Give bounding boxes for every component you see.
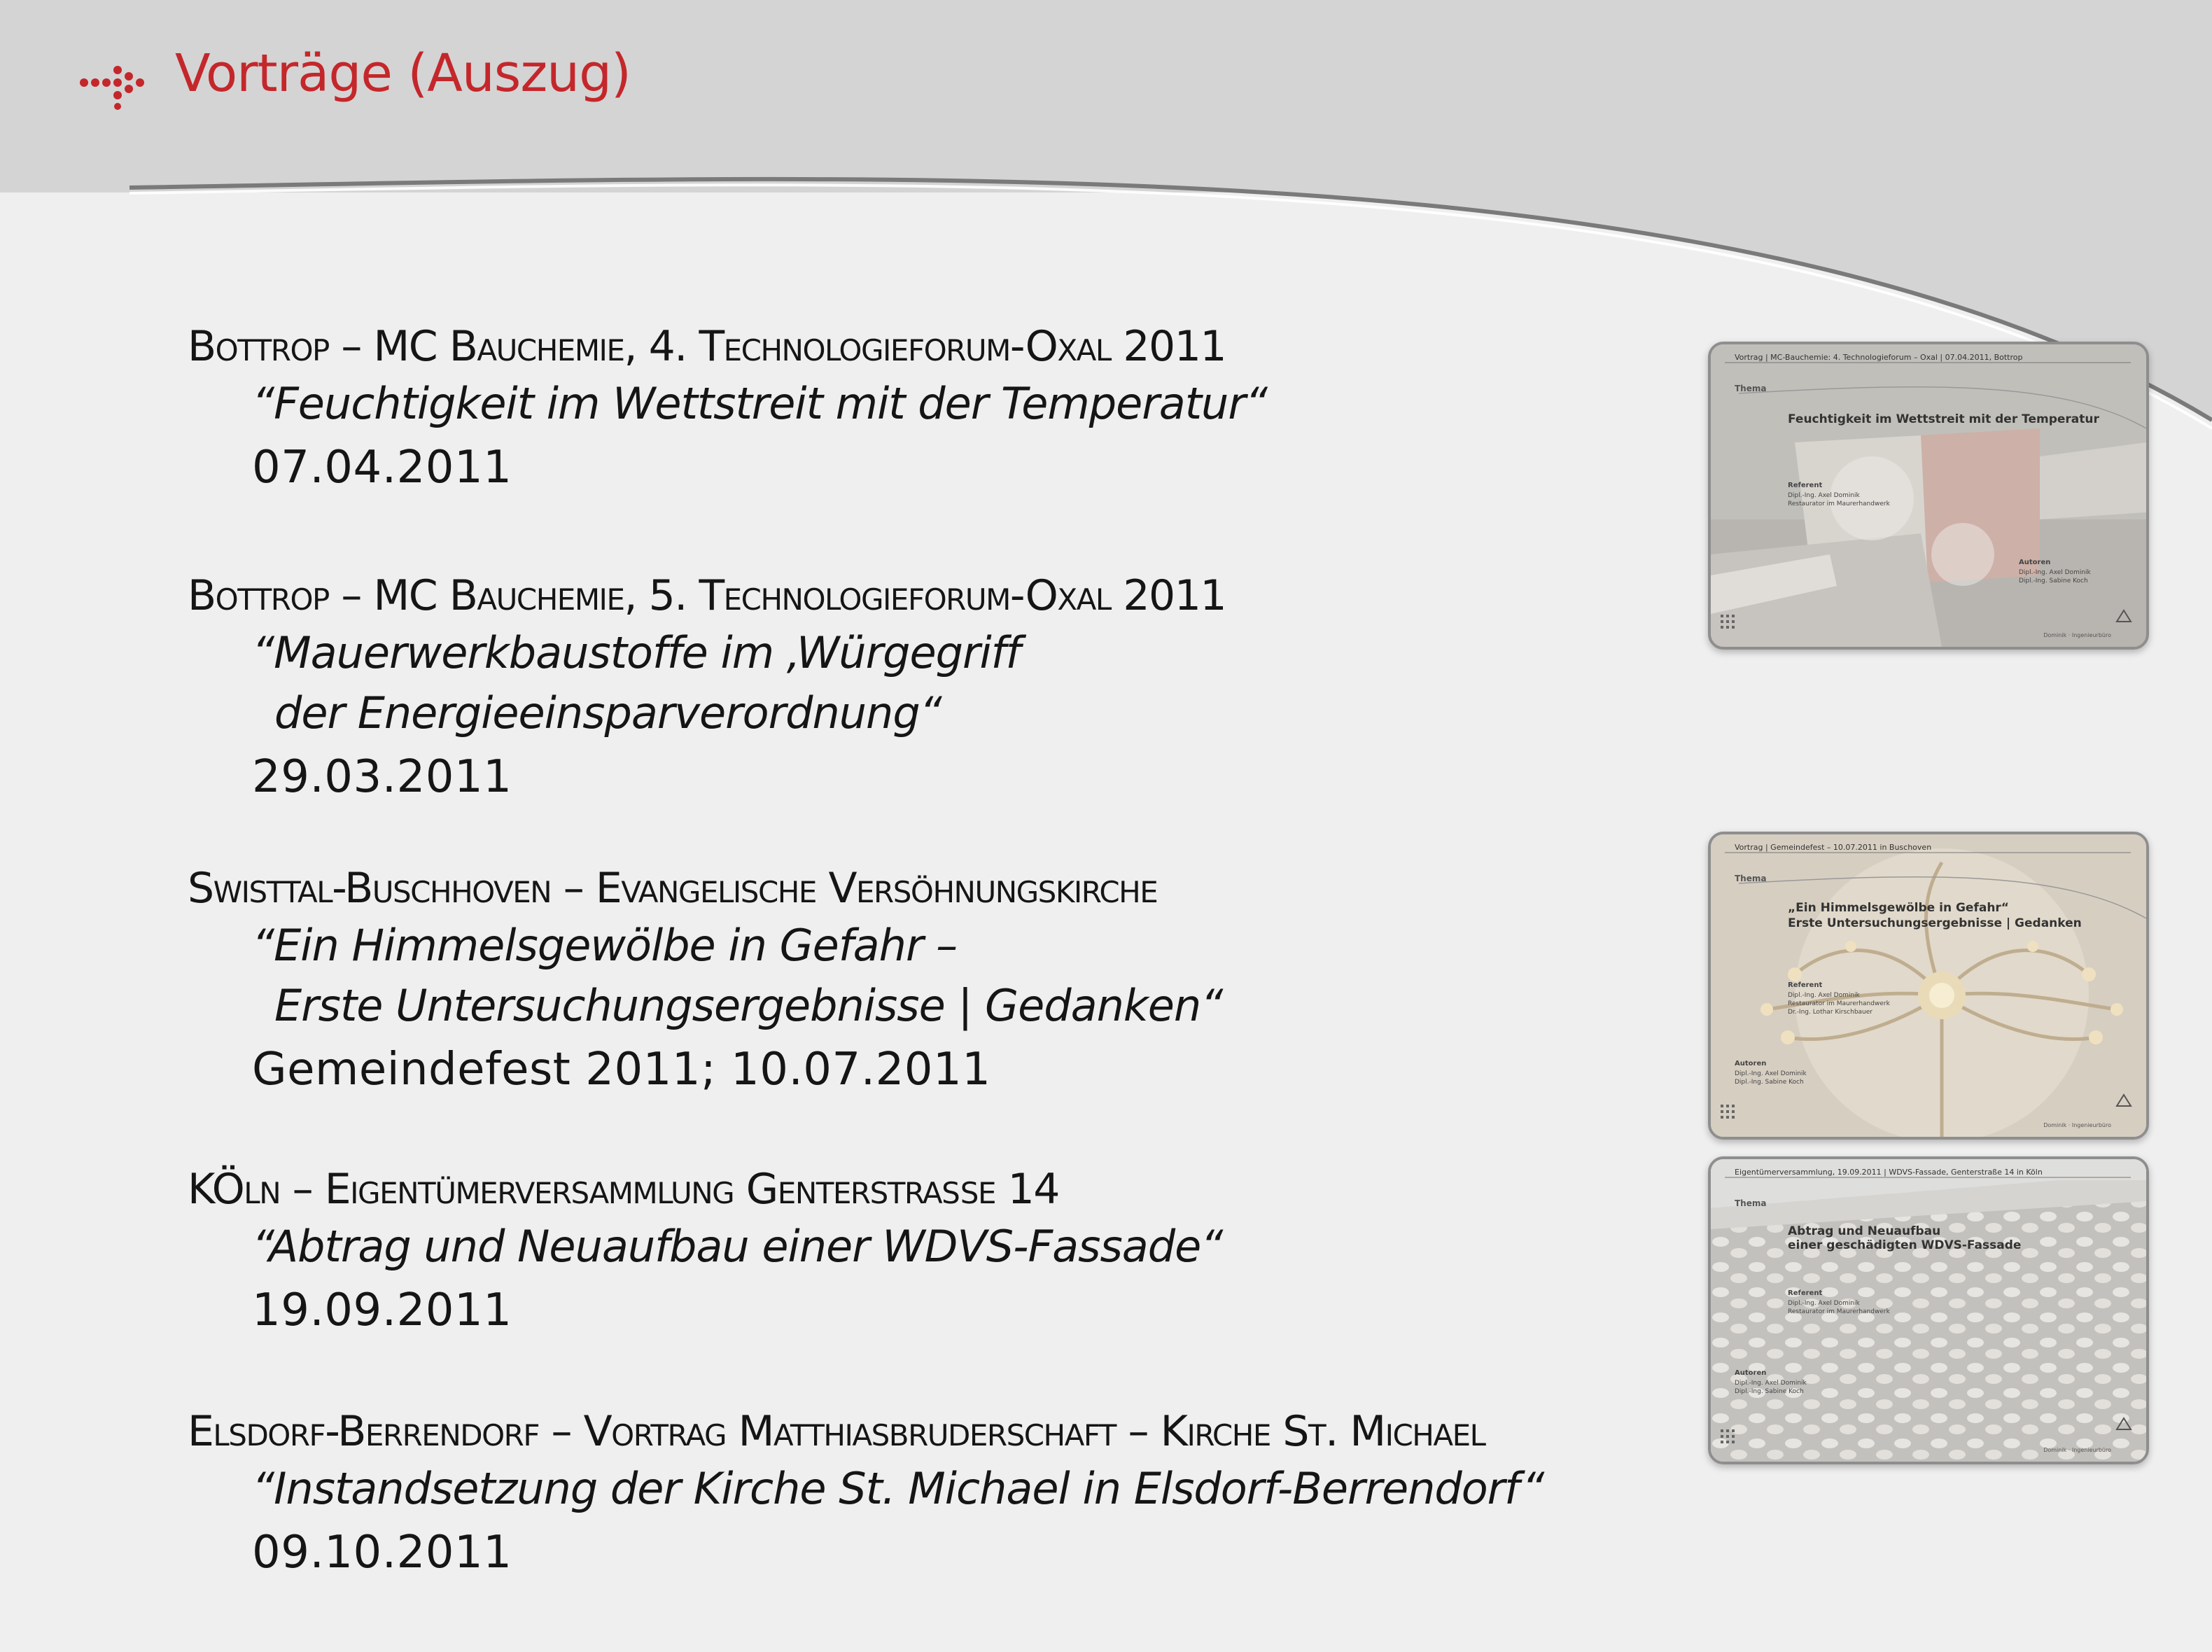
talk-date: 09.10.2011 xyxy=(252,1527,512,1578)
slide-thumbnail xyxy=(1708,832,2149,1140)
slide-referent-name: Dipl.-Ing. Axel Dominik xyxy=(1788,992,1860,999)
talk-location: Swisttal-Buschhoven – Evangelische Versöhnungskirche xyxy=(188,864,1158,913)
slide-photo xyxy=(1711,1159,2146,1462)
slide-photo xyxy=(1711,344,2146,647)
talk-entry xyxy=(188,319,1714,501)
slide-topic: einer geschädigten WDVS-Fassade xyxy=(1788,1238,2022,1252)
slide-topic: „Ein Himmelsgewölbe in Gefahr“ xyxy=(1788,901,2009,915)
talk-title-line: “Mauerwerkbaustoffe im ‚Würgegriff xyxy=(252,627,1021,678)
talk-location: Bottrop – MC Bauchemie, 4. Technologieforum-Oxal 2011 xyxy=(188,322,1226,371)
talk-title xyxy=(252,1217,1714,1277)
slide-referent-name: Restaurator im Maurerhandwerk xyxy=(1788,1308,1890,1315)
slide-referent-label: Referent xyxy=(1788,981,1823,989)
talk-title xyxy=(252,1459,1714,1519)
slide-autoren-label: Autoren xyxy=(1735,1060,1767,1068)
talk-location: KÖln – Eigentümerversammlung Genterstraße 14 xyxy=(188,1165,1059,1214)
slide-autoren-label: Autoren xyxy=(1735,1369,1767,1377)
talk-date: Gemeindefest 2011; 10.07.2011 xyxy=(252,1044,991,1096)
slide-autoren-name: Dipl.-Ing. Axel Dominik xyxy=(2019,569,2091,576)
slide-thema-label: Thema xyxy=(1735,874,1767,883)
talk-entry xyxy=(188,861,1714,1103)
slide-topic: Abtrag und Neuaufbau xyxy=(1788,1224,1941,1238)
talk-entry xyxy=(188,1404,1714,1586)
page-title: Vorträge (Auszug) xyxy=(175,43,631,104)
slide-autoren-name: Dipl.-Ing. Sabine Koch xyxy=(1735,1388,1804,1395)
slide-referent-name: Dipl.-Ing. Axel Dominik xyxy=(1788,492,1860,499)
slide-header: Vortrag | MC-Bauchemie: 4. Technologieforum – Oxal | 07.04.2011, Bottrop xyxy=(1735,353,2023,362)
slide-referent-name: Restaurator im Maurerhandwerk xyxy=(1788,1000,1890,1007)
talk-title-line: der Energieeinsparverordnung“ xyxy=(274,687,941,738)
talk-title xyxy=(252,374,1714,434)
slide-autoren-label: Autoren xyxy=(2019,559,2051,566)
slide-header: Eigentümerversammlung, 19.09.2011 | WDVS-Fassade, Genterstraße 14 in Köln xyxy=(1735,1168,2043,1177)
slide-footer: Dominik · Ingenieurbüro xyxy=(2043,1447,2111,1453)
slide-footer: Dominik · Ingenieurbüro xyxy=(2043,1122,2111,1128)
talk-title xyxy=(252,916,1714,1036)
slide-autoren-name: Dipl.-Ing. Axel Dominik xyxy=(1735,1380,1807,1387)
talk-title-line: “Instandsetzung der Kirche St. Michael in Elsdorf-Berrendorf“ xyxy=(252,1463,1544,1514)
talk-title-line: “Abtrag und Neuaufbau einer WDVS-Fassade“ xyxy=(252,1221,1223,1272)
slide-header: Vortrag | Gemeindefest – 10.07.2011 in Buschoven xyxy=(1735,843,1932,852)
talk-title xyxy=(252,623,1714,743)
slide-referent-label: Referent xyxy=(1788,482,1823,489)
slide-topic: Erste Untersuchungsergebnisse | Gedanken xyxy=(1788,916,2082,930)
talk-entry xyxy=(188,1162,1714,1344)
talk-date: 19.09.2011 xyxy=(252,1284,512,1336)
talk-title-line: Erste Untersuchungsergebnisse | Gedanken“ xyxy=(274,980,1223,1031)
talk-location: Bottrop – MC Bauchemie, 5. Technologieforum-Oxal 2011 xyxy=(188,571,1226,620)
talk-location: Elsdorf-Berrendorf – Vortrag Matthiasbruderschaft – Kirche St. Michael xyxy=(188,1407,1485,1456)
arrow-dots-icon xyxy=(78,55,146,111)
slide-thema-label: Thema xyxy=(1735,384,1767,393)
slide-footer: Dominik · Ingenieurbüro xyxy=(2043,632,2111,638)
talk-date: 07.04.2011 xyxy=(252,442,512,493)
slide-referent-label: Referent xyxy=(1788,1289,1823,1297)
talk-title-line: “Ein Himmelsgewölbe in Gefahr – xyxy=(252,920,958,971)
slide-referent-name: Dipl.-Ing. Axel Dominik xyxy=(1788,1300,1860,1307)
slide-referent-name: Restaurator im Maurerhandwerk xyxy=(1788,500,1890,507)
slide-thumbnail xyxy=(1708,1156,2149,1464)
slide-autoren-name: Dipl.-Ing. Axel Dominik xyxy=(1735,1070,1807,1077)
slide-autoren-name: Dipl.-Ing. Sabine Koch xyxy=(2019,578,2088,584)
slide-photo xyxy=(1711,834,2146,1137)
slide-referent-name: Dr.-Ing. Lothar Kirschbauer xyxy=(1788,1009,1872,1016)
slide-thema-label: Thema xyxy=(1735,1198,1767,1208)
talk-entry xyxy=(188,568,1714,811)
slide-topic: Feuchtigkeit im Wettstreit mit der Temperatur xyxy=(1788,412,2099,426)
talk-date: 29.03.2011 xyxy=(252,751,512,803)
slide-autoren-name: Dipl.-Ing. Sabine Koch xyxy=(1735,1079,1804,1086)
talk-title-line: “Feuchtigkeit im Wettstreit mit der Temperatur“ xyxy=(252,378,1267,429)
slide-thumbnail xyxy=(1708,342,2149,650)
